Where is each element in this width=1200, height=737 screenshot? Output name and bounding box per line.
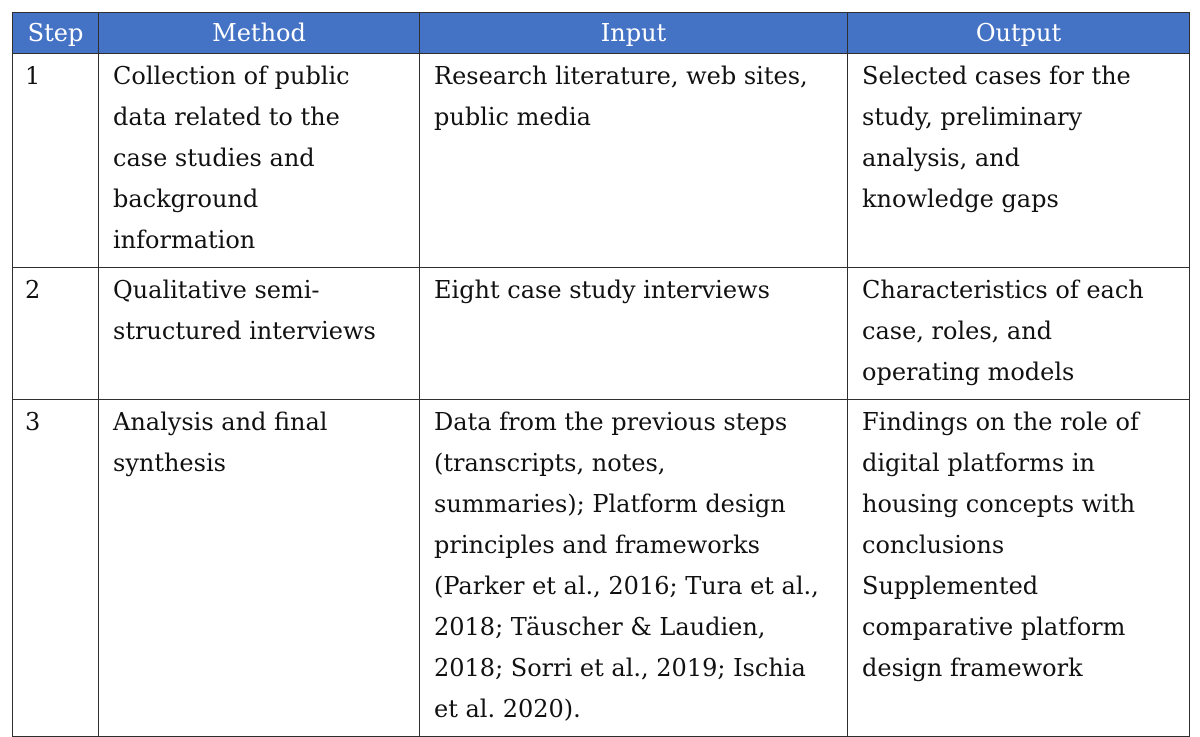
input-cell: Eight case study interviews <box>420 268 848 400</box>
header-output: Output <box>848 13 1190 54</box>
table-body <box>13 54 1190 737</box>
table-row <box>13 268 1190 400</box>
table-row <box>13 400 1190 737</box>
output-cell: Characteristics of each case, roles, and operating models <box>848 268 1190 400</box>
output-cell: Findings on the role of digital platforms in housing concepts with conclusions Supplemented comparative platform design framework <box>848 400 1190 737</box>
step-cell: 2 <box>13 268 99 400</box>
method-cell: Collection of public data related to the case studies and background information <box>99 54 420 268</box>
method-cell: Qualitative semi- structured interviews <box>99 268 420 400</box>
step-cell: 3 <box>13 400 99 737</box>
table-header <box>13 13 1190 54</box>
header-step: Step <box>13 13 99 54</box>
method-cell: Analysis and final synthesis <box>99 400 420 737</box>
input-cell: Research literature, web sites, public media <box>420 54 848 268</box>
table-row <box>13 54 1190 268</box>
header-input: Input <box>420 13 848 54</box>
output-cell: Selected cases for the study, preliminary analysis, and knowledge gaps <box>848 54 1190 268</box>
step-cell: 1 <box>13 54 99 268</box>
header-method: Method <box>99 13 420 54</box>
input-cell: Data from the previous steps (transcripts, notes, summaries); Platform design principles and frameworks (Parker et al., 2016; Tura et al., 2018; Täuscher & Laudien, 2018; Sorri et al., 2019; Ischia et al. 2020). <box>420 400 848 737</box>
methodology-table <box>12 12 1190 737</box>
header-row <box>13 13 1190 54</box>
